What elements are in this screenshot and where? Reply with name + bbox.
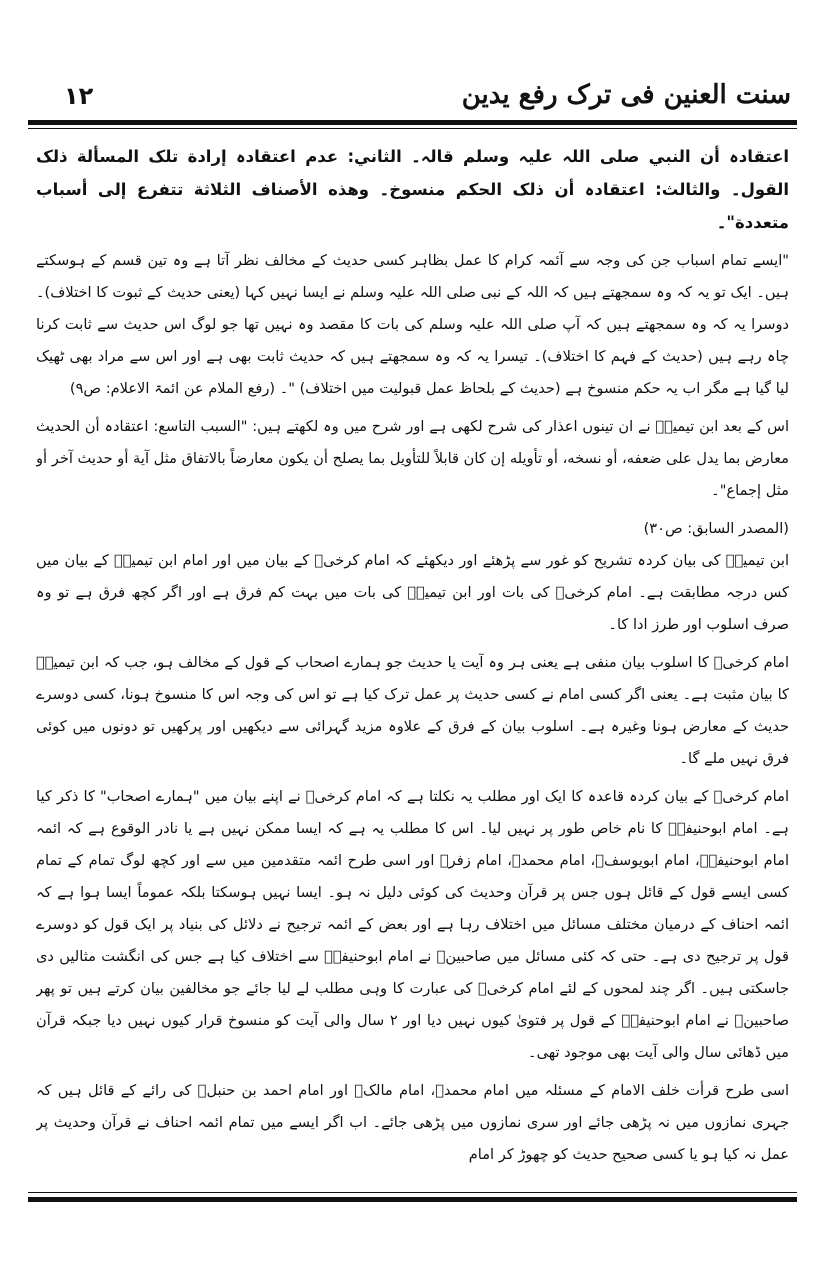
header-rule-thick: [28, 120, 797, 125]
footer-rule-thick: [28, 1197, 797, 1202]
paragraph: امام کرخیؒ کے بیان کردہ قاعدہ کا ایک اور مطلب یہ نکلتا ہے کہ امام کرخیؒ نے اپنے بیان میں "ہمارے اصحاب" کا ذکر کیا ہے۔ امام ابوحنیفہؒ کا نام خاص طور پر نہیں لیا۔ اس کا مطلب یہ ہے کہ ایسا ممکن نہیں ہے یا نادر الوقوع ہے کہ ائمہ امام ابوحنیفہؒ، امام ابویوسفؒ، امام محمدؒ، امام زفرؒ اور اسی طرح ائمہ متقدمین میں سے اور کچھ لوگ تمام کے تمام کسی ایسے قول کے قائل ہوں جس پر قرآن وحدیث کی کوئی دلیل نہ ہو۔ ایسا نہیں ہوسکتا بلکہ عموماً ایسا ہوا ہے کہ ائمہ احناف کے درمیان مختلف مسائل میں اختلاف رہا ہے اور بعض کے ائمہ ترجیح نے دلائل کی بنیاد پر ایک قول کو دوسرے قول پر ترجیح دی ہے۔ حتی کہ کئی مسائل میں صاحبینؒ نے امام ابوحنیفہؒ سے اختلاف کیا ہے جس کی انگشت مثالیں دی جاسکتی ہیں۔ اگر چند لمحوں کے لئے امام کرخیؒ کی عبارت کا وہی مطلب لے لیا جائے جو مخالفین بیان کرتے ہیں تو پھر صاحبینؒ نے امام ابوحنیفہؒ کے قول پر فتویٰ کیوں نہیں دیا اور ۲ سال والی آیت کو منسوخ قرار کیوں نہیں دیا جبکہ قرآن میں ڈھائی سال والی آیت بھی موجود تھی۔: [36, 788, 789, 1061]
page-number: ۱۲: [64, 82, 94, 110]
page-header: [28, 78, 797, 118]
paragraph: اس کے بعد ابن تیمیہؒ نے ان تینوں اعذار کی شرح لکھی ہے اور شرح میں وہ لکھتے ہیں: "السبب التاسع: اعتقادہ أن الحدیث معارض بما یدل علی ضعفه، أو نسخه، أو تأویله إن کان قابلاً للتأویل بما یصلح أن یکون معارضاً بالاتفاق مثل آیة أو حدیث آخر أو مثل إجماع"۔: [36, 418, 789, 499]
header-rule-thin: [28, 128, 797, 129]
reference-citation: (المصدر السابق: ص۳۰): [643, 520, 789, 537]
paragraph: اسی طرح قرأت خلف الامام کے مسئلہ میں امام محمدؒ، امام مالکؒ اور امام احمد بن حنبلؒ کی رائے کے قائل ہیں کہ جہری نمازوں میں نہ پڑھی جائے اور سری نمازوں میں پڑھی جائے۔ اب اگر ایسے میں تمام ائمہ احناف نے قرآن وحدیث پر عمل نہ کیا ہو یا کسی صحیح حدیث کو چھوڑ کر امام: [36, 1082, 789, 1163]
paragraph: "ایسے تمام اسباب جن کی وجہ سے آئمہ کرام کا عمل بظاہر کسی حدیث کے مخالف نظر آتا ہے وہ تین قسم کے ہوسکتے ہیں۔ ایک تو یہ کہ وہ سمجھتے ہیں کہ اللہ کے نبی صلی اللہ علیہ وسلم نے ایسا نہیں کہا (یعنی حدیث کے ثبوت کا اختلاف)۔ دوسرا یہ کہ وہ سمجھتے ہیں کہ آپ صلی اللہ علیہ وسلم کی بات کا مقصد وہ نہیں تھا جو لوگ اس حدیث سے ثابت کرنا چاہ رہے ہیں (حدیث کے فہم کا اختلاف)۔ تیسرا یہ کہ وہ سمجھتے ہیں کہ حدیث ثابت بھی ہے اور اس سے مراد بھی ٹھیک لیا گیا ہے مگر اب یہ حکم منسوخ ہے (حدیث کے بلحاظ عمل قبولیت میں اختلاف) "۔ (رفع الملام عن ائمۃ الاعلام: ص۹): [36, 252, 789, 397]
paragraph: امام کرخیؒ کا اسلوب بیان منفی ہے یعنی ہر وہ آیت یا حدیث جو ہمارے اصحاب کے قول کے مخالف ہو، جب کہ ابن تیمیہؒ کا بیان مثبت ہے۔ یعنی اگر کسی امام نے کسی حدیث پر عمل ترک کیا ہے تو اس کی وجہ اس کا منسوخ ہونا، کسی دوسرے حدیث کے معارض ہونا وغیرہ ہے۔ اسلوب بیان کے فرق کے علاوہ مزید گہرائی سے دیکھیں اور پرکھیں تو دونوں میں کوئی فرق نہیں ملے گا۔: [36, 654, 789, 767]
footer-rule-thin: [28, 1192, 797, 1193]
book-title: سنت العنین فی ترک رفع یدین: [461, 80, 791, 110]
page-body: [36, 140, 789, 1183]
arabic-quote: اعتقادہ أن النبي صلی اللہ علیہ وسلم قالہ۔ الثاني: عدم اعتقادہ إرادة تلک المسألة ذلک القول۔ والثالث: اعتقادہ أن ذلک الحکم منسوخ۔ وهذه الأصناف الثلاثة تتفرع إلی أسباب متعددة"۔: [36, 147, 789, 232]
paragraph: ابن تیمیہؒ کی بیان کردہ تشریح کو غور سے پڑھئے اور دیکھئے کہ امام کرخیؒ کے بیان میں اور امام ابن تیمیہؒ کے بیان میں کس درجہ مطابقت ہے۔ امام کرخیؒ کی بات اور ابن تیمیہؒ کی بات میں بہت کم فرق ہے اور اگر کچھ فرق ہے تو وہ صرف اسلوب اور طرز ادا کا۔: [36, 552, 789, 633]
